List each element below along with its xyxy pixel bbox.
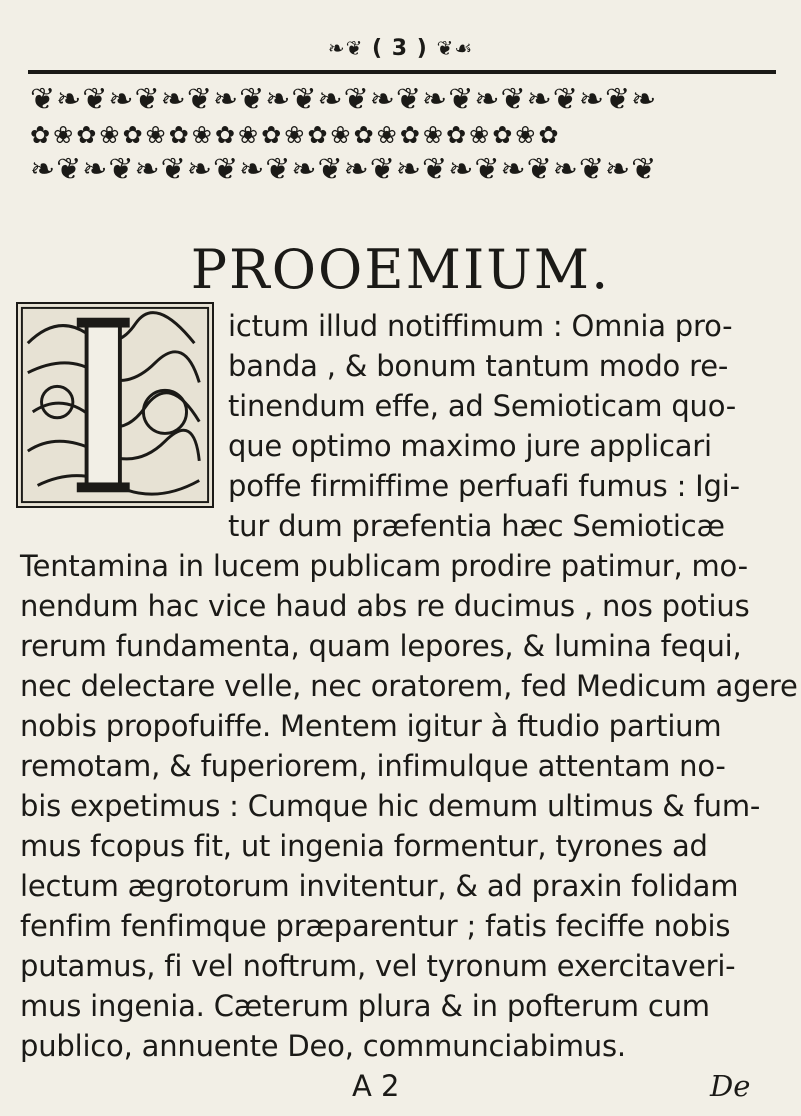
text-line: mus fcopus fit, ut ingenia formentur, tyrones ad	[20, 829, 708, 863]
page-title: PROOEMIUM.	[190, 238, 611, 301]
ornament-band-row-2: ✿❀✿❀✿❀✿❀✿❀✿❀✿❀✿❀✿❀✿❀✿❀✿	[30, 121, 562, 149]
signature-mark: A 2	[352, 1069, 400, 1103]
text-line: fenfim fenfimque præparentur ; fatis feciffe nobis	[20, 909, 731, 943]
ornament-right-icon: ❦☙	[436, 36, 474, 60]
text-line: publico, annuente Deo, communciabimus.	[20, 1029, 626, 1063]
text-line: bis expetimus : Cumque hic demum ultimus & fum-	[20, 789, 761, 823]
text-line: remotam, & fuperiorem, infimulque attentam no-	[20, 749, 726, 783]
top-rule	[28, 70, 776, 74]
text-line: lectum ægrotorum invitentur, & ad praxin folidam	[20, 869, 739, 903]
text-line: rerum fundamenta, quam lepores, & lumina fequi,	[20, 629, 742, 663]
text-line: tur dum præfentia hæc Semioticæ	[228, 509, 725, 543]
text-line: tinendum effe, ad Semioticam quo-	[228, 389, 737, 423]
text-line: banda , & bonum tantum modo re-	[228, 349, 729, 383]
text-line: poffe firmiffime perfuafi fumus : Igi-	[228, 469, 740, 503]
text-line: nendum hac vice haud abs re ducimus , nos potius	[20, 589, 750, 623]
running-head	[0, 36, 801, 61]
text-line: mus ingenia. Cæterum plura & in pofterum cum	[20, 989, 710, 1023]
text-line: putamus, fi vel noftrum, vel tyronum exercitaveri-	[20, 949, 736, 983]
text-line: nobis propofuiffe. Mentem igitur à ftudio partium	[20, 709, 722, 743]
ornament-band-row-1: ❦❧❦❧❦❧❦❧❦❧❦❧❦❧❦❧❦❧❦❧❦❧❦❧	[30, 82, 658, 117]
text-line: ictum illud notiffimum : Omnia pro-	[228, 309, 733, 343]
page-number: ( 3 )	[372, 36, 428, 61]
text-line: que optimo maximo jure applicari	[228, 429, 712, 463]
text-line: Tentamina in lucem publicam prodire patimur, mo-	[20, 549, 748, 583]
ornament-band-row-3: ❧❦❧❦❧❦❧❦❧❦❧❦❧❦❧❦❧❦❧❦❧❦❧❦	[30, 152, 658, 187]
body-text	[20, 306, 798, 1066]
page-footer	[0, 1066, 801, 1106]
ornament-left-icon: ❧❦	[327, 36, 364, 60]
text-line: nec delectare velle, nec oratorem, fed Medicum agere	[20, 669, 798, 703]
catchword: De	[710, 1069, 751, 1103]
